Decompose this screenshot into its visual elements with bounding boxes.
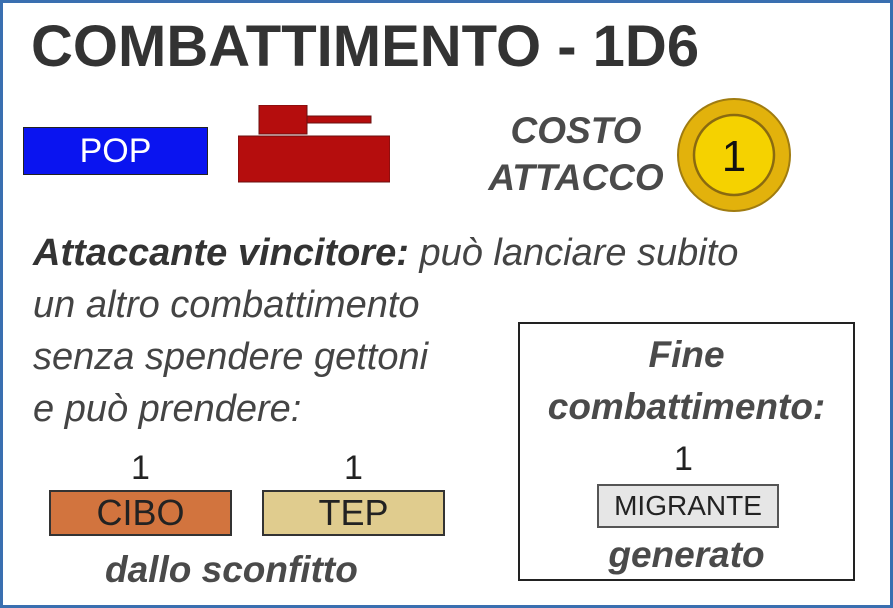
winner-line-1: può lanciare subito bbox=[408, 232, 739, 274]
card-title: COMBATTIMENTO - 1D6 bbox=[31, 14, 700, 79]
tep-token bbox=[262, 490, 445, 536]
cost-line-1: COSTO bbox=[510, 110, 642, 151]
end-of-combat-box bbox=[518, 322, 855, 581]
winner-heading: Attaccante vincitore: bbox=[33, 232, 409, 274]
cibo-count: 1 bbox=[131, 449, 150, 487]
pop-token bbox=[23, 127, 208, 175]
cost-value: 1 bbox=[721, 132, 747, 181]
migrant-token bbox=[597, 484, 779, 528]
winner-line-2: un altro combattimento bbox=[33, 284, 420, 326]
end-line-1: Fine bbox=[648, 334, 725, 375]
migrant-label: MIGRANTE bbox=[614, 490, 762, 521]
pop-label: POP bbox=[79, 131, 152, 170]
cost-line-2: ATTACCO bbox=[488, 157, 664, 198]
coin-icon bbox=[676, 97, 792, 213]
end-suffix: generato bbox=[608, 534, 765, 575]
tep-label: TEP bbox=[318, 492, 389, 533]
tank-icon bbox=[238, 105, 390, 183]
attack-cost-label bbox=[471, 107, 681, 201]
end-line-2: combattimento: bbox=[547, 386, 826, 427]
migrant-count: 1 bbox=[674, 440, 693, 478]
winner-line-3: senza spendere gettoni bbox=[33, 336, 429, 378]
cibo-token bbox=[49, 490, 232, 536]
winner-line-4: e può prendere: bbox=[33, 388, 302, 430]
cibo-label: CIBO bbox=[96, 492, 185, 533]
loot-source: dallo sconfitto bbox=[105, 549, 358, 590]
tep-count: 1 bbox=[344, 449, 363, 487]
